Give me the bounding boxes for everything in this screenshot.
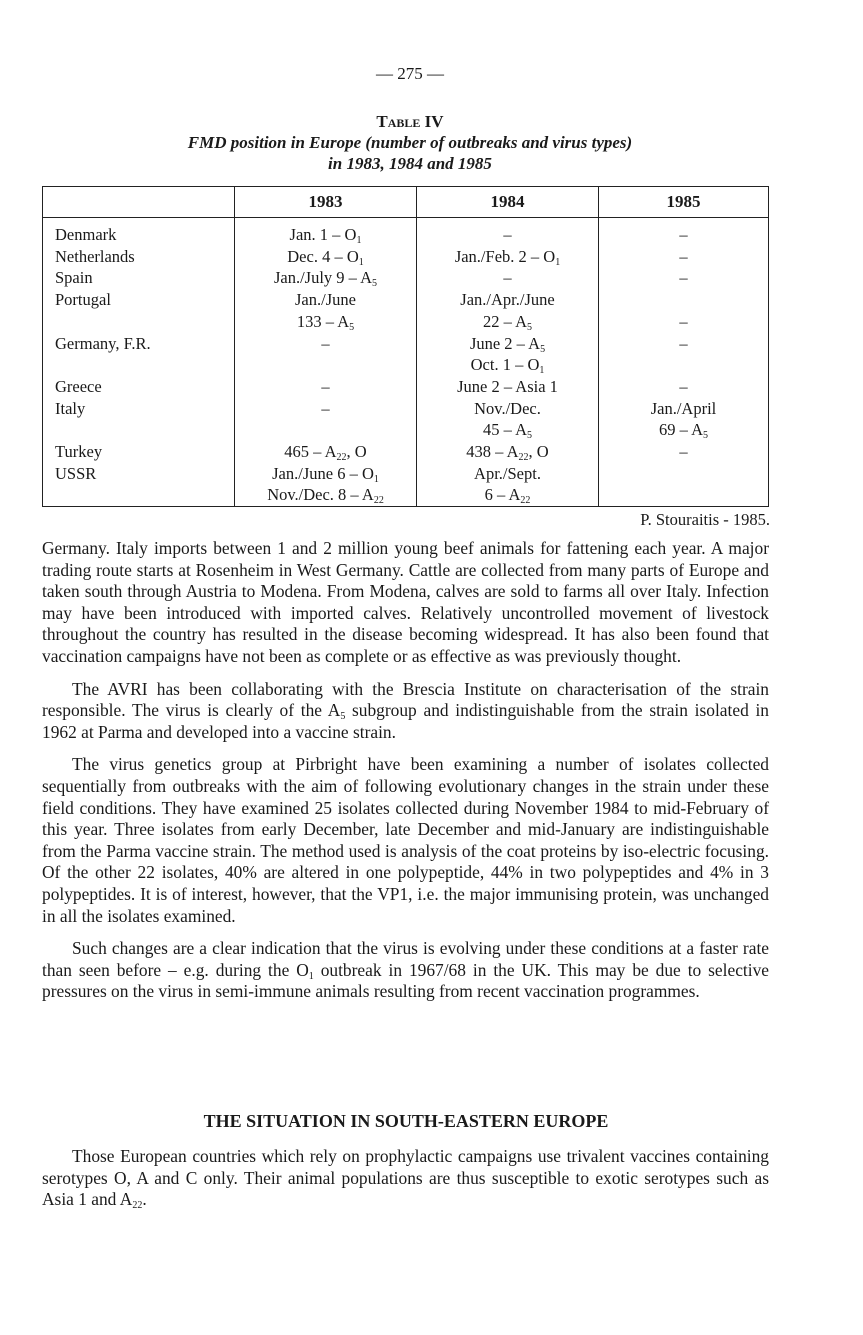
header-1985: 1985 — [599, 187, 769, 218]
cell-1985 — [599, 354, 769, 376]
text: Jan./June 6 – O — [272, 463, 374, 483]
text: 465 – A — [284, 442, 337, 462]
country-cell — [43, 419, 235, 441]
table-row — [43, 333, 769, 355]
subscript: 1 — [358, 256, 364, 268]
header-1984: 1984 — [417, 187, 599, 218]
text: Germany, F.R. — [55, 333, 151, 353]
text: – — [503, 268, 512, 288]
text: 438 – A — [466, 442, 519, 462]
cell-1983 — [235, 311, 417, 333]
text: Italy — [55, 398, 86, 418]
paragraph — [42, 1146, 769, 1211]
text: The virus genetics group at Pirbright have been examining a number of isolates collected sequentially from outbreaks with the aim of following evolutionary changes in the strain under these field conditions. They have examined 25 isolates collected during November 1984 to mid-February of this year. Three isolates from early December, late December and mid-January are indistinguishable from the Parma vaccine strain. The method used is analysis of the coat proteins by iso-electric focusing. Of the other 22 isolates, 40% are altered in one polypeptide, 44% in two polypeptides and 4% in 3 polypeptides. It is of interest, however, that the VP1, i.e. the major immunising protein, was unchanged in all the isolates examined. — [42, 754, 769, 926]
text: Portugal — [55, 290, 111, 310]
cell-1985 — [599, 267, 769, 289]
cell-1983 — [235, 376, 417, 398]
table-attribution: P. Stouraitis - 1985. — [640, 510, 770, 529]
table-label: Table IV — [376, 112, 444, 131]
cell-1985 — [599, 218, 769, 246]
paragraph — [42, 538, 769, 668]
table-row — [43, 484, 769, 506]
text: June 2 – Asia 1 — [457, 376, 558, 396]
text: Netherlands — [55, 246, 135, 266]
text: Those European countries which rely on prophylactic campaigns use trivalent vaccines containing serotypes O, A and C only. Their animal populations are thus susceptible to exotic serotypes such as Asia 1 and A — [42, 1146, 769, 1210]
country-cell — [43, 376, 235, 398]
table-row — [43, 218, 769, 246]
cell-1983 — [235, 267, 417, 289]
country-cell — [43, 354, 235, 376]
table-row — [43, 441, 769, 463]
cell-1984 — [417, 441, 599, 463]
body-text — [42, 538, 769, 1014]
text: Apr./Sept. — [474, 463, 541, 483]
text: Jan./April — [650, 398, 717, 418]
cell-1983 — [235, 246, 417, 268]
cell-1984 — [417, 218, 599, 246]
cell-1985 — [599, 376, 769, 398]
fmd-outbreaks-table — [42, 186, 769, 507]
country-cell — [43, 484, 235, 506]
cell-1983 — [235, 354, 417, 376]
subscript: 22 — [518, 452, 529, 464]
text: June 2 – A — [469, 333, 541, 353]
text: Denmark — [55, 225, 117, 244]
country-cell — [43, 218, 235, 246]
cell-1984 — [417, 311, 599, 333]
subscript: 5 — [372, 278, 378, 290]
text: Nov./Dec. — [474, 398, 541, 418]
subscript: 5 — [527, 430, 532, 442]
text: – — [321, 376, 330, 396]
paragraph — [42, 938, 769, 1003]
cell-1985 — [599, 246, 769, 268]
text: Greece — [55, 376, 102, 396]
text: Jan./Apr./June — [460, 290, 555, 310]
country-cell — [43, 441, 235, 463]
subscript: 1 — [308, 970, 314, 982]
country-cell — [43, 246, 235, 268]
text: Germany. Italy imports between 1 and 2 million young beef animals for fattening each year. A major trading route starts at Rosenheim in West Germany. Cattle are collected from many parts of Europe and taken south through Austria to Modena. From Modena, calves are sold to farms all over Italy. Infection may have been introduced with imported calves. Relatively uncontrolled movement of livestock throughout the country has resulted in the disease becoming widespread. It has also been found that vaccination campaigns have not been as complete or as effective as was previously thought. — [42, 538, 769, 666]
text: 45 – A — [482, 420, 527, 440]
table-row — [43, 289, 769, 311]
text: – — [679, 268, 688, 288]
paragraph — [42, 754, 769, 927]
text: Oct. 1 – O — [470, 355, 540, 375]
country-cell — [43, 463, 235, 485]
text: , O — [528, 442, 549, 462]
text: – — [321, 333, 330, 353]
cell-1985 — [599, 289, 769, 311]
section-text — [42, 1146, 769, 1222]
text: – — [679, 333, 688, 353]
table-caption-line-1: FMD position in Europe (number of outbreaks and virus types) — [187, 133, 633, 152]
text: Jan. 1 – O — [289, 225, 357, 244]
cell-1983 — [235, 398, 417, 420]
text: – — [321, 398, 330, 418]
cell-1985 — [599, 484, 769, 506]
text: 22 – A — [482, 311, 527, 331]
text: Jan./June — [295, 290, 356, 310]
subscript: 22 — [132, 1200, 143, 1212]
cell-1984 — [417, 376, 599, 398]
country-cell — [43, 398, 235, 420]
text: Dec. 4 – O — [287, 246, 359, 266]
table-row — [43, 246, 769, 268]
cell-1985 — [599, 311, 769, 333]
text: – — [679, 246, 688, 266]
text: – — [679, 442, 688, 462]
subscript: 5 — [340, 711, 346, 723]
text: , O — [346, 442, 367, 462]
cell-1984 — [417, 463, 599, 485]
text: 133 – A — [296, 311, 350, 331]
table-caption-line-2: in 1983, 1984 and 1985 — [328, 154, 492, 173]
text: USSR — [55, 463, 97, 483]
section-heading: THE SITUATION IN SOUTH-EASTERN EUROPE — [203, 1111, 609, 1131]
table-header-row — [43, 187, 769, 218]
country-cell — [43, 289, 235, 311]
cell-1984 — [417, 289, 599, 311]
subscript: 5 — [527, 321, 532, 333]
cell-1983 — [235, 484, 417, 506]
text: – — [503, 225, 512, 244]
text: . — [142, 1189, 147, 1210]
text: subgroup and indistinguishable from the strain isolated in 1962 at Parma and developed into a vaccine strain. — [42, 700, 770, 742]
country-cell — [43, 311, 235, 333]
cell-1984 — [417, 267, 599, 289]
subscript: 5 — [540, 343, 546, 355]
cell-1983 — [235, 419, 417, 441]
cell-1983 — [235, 333, 417, 355]
cell-1985 — [599, 441, 769, 463]
subscript: 1 — [539, 365, 545, 377]
table-row — [43, 354, 769, 376]
text: Jan./July 9 – A — [273, 268, 373, 288]
cell-1985 — [599, 333, 769, 355]
table-row — [43, 419, 769, 441]
text: Nov./Dec. 8 – A — [267, 485, 374, 505]
country-cell — [43, 333, 235, 355]
table-row — [43, 267, 769, 289]
cell-1984 — [417, 398, 599, 420]
cell-1983 — [235, 463, 417, 485]
table-row — [43, 463, 769, 485]
cell-1985 — [599, 398, 769, 420]
text: 6 – A — [484, 485, 521, 505]
text: – — [679, 376, 688, 396]
text: outbreak in 1967/68 in the UK. This may be due to selective pressures on the virus in semi-immune animals resulting from recent vaccination programmes. — [42, 959, 769, 1002]
country-cell — [43, 267, 235, 289]
table-row — [43, 311, 769, 333]
cell-1984 — [417, 246, 599, 268]
cell-1985 — [599, 419, 769, 441]
subscript: 22 — [336, 452, 347, 464]
table-row — [43, 398, 769, 420]
cell-1983 — [235, 441, 417, 463]
cell-1983 — [235, 289, 417, 311]
subscript: 22 — [373, 495, 384, 507]
cell-1985 — [599, 463, 769, 485]
page-number: — 275 — — [376, 64, 444, 83]
subscript: 1 — [373, 473, 379, 485]
text: 69 – A — [658, 420, 703, 440]
text: Such changes are a clear indication that the virus is evolving under these conditions at a faster rate than seen before – e.g. during the O — [42, 938, 769, 980]
cell-1984 — [417, 333, 599, 355]
cell-1984 — [417, 484, 599, 506]
cell-1984 — [417, 419, 599, 441]
subscript: 5 — [703, 430, 708, 442]
table-row — [43, 376, 769, 398]
text: The AVRI has been collaborating with the Brescia Institute on characterisation of the strain responsible. The virus is clearly of the A — [42, 678, 769, 721]
text: Jan./Feb. 2 – O — [454, 246, 556, 266]
text: Spain — [55, 268, 93, 288]
text: – — [679, 311, 688, 331]
text: Turkey — [55, 442, 103, 462]
subscript: 5 — [349, 321, 355, 333]
paragraph — [42, 679, 769, 744]
header-1983: 1983 — [235, 187, 417, 218]
subscript: 1 — [356, 235, 362, 246]
subscript: 22 — [520, 495, 531, 507]
text: – — [679, 225, 688, 244]
header-country — [43, 187, 235, 218]
subscript: 1 — [555, 256, 561, 268]
cell-1984 — [417, 354, 599, 376]
cell-1983 — [235, 218, 417, 246]
